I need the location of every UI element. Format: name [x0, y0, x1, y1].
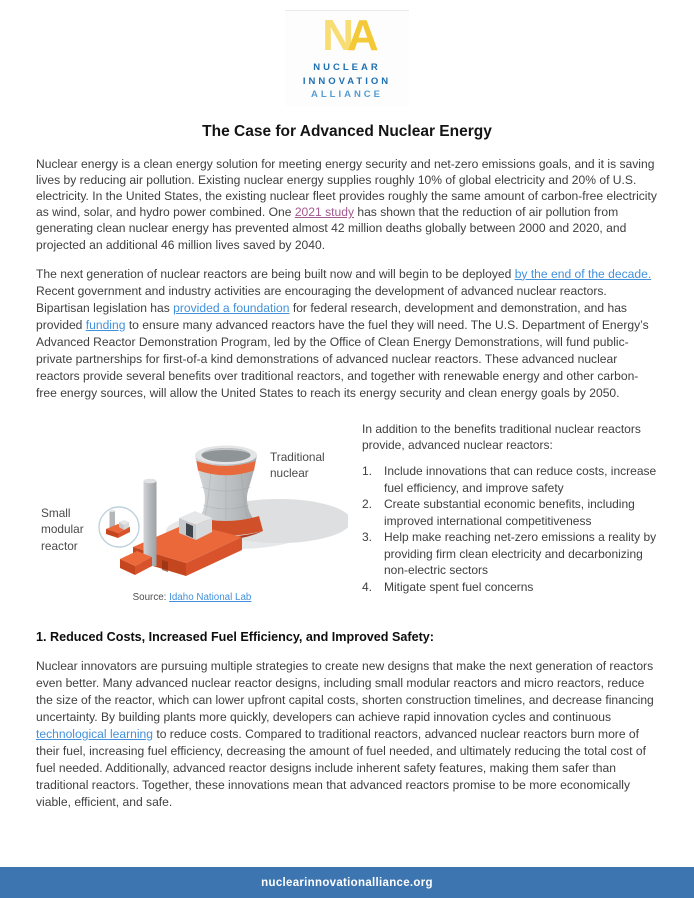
wordmark-line-innovation: INNOVATION [302, 75, 392, 87]
link-idaho-national-lab[interactable]: Idaho National Lab [169, 591, 252, 603]
link-funding[interactable]: funding [85, 317, 126, 332]
benefit-text-1: Include innovations that can reduce costs, increase fuel efficiency, and improve safety [384, 463, 657, 495]
link-provided-a-foundation[interactable]: provided a foundation [173, 300, 290, 315]
paragraph-nextgen-text-3: for federal research, development and demonstration, and has provided [36, 300, 627, 332]
nia-logo [285, 10, 409, 106]
benefits-list [362, 463, 658, 596]
benefit-number-1: 1. [362, 463, 373, 478]
paragraph-section1-text-1: Nuclear innovators are pursuing multiple strategies to create new designs that make the next generation of reactors even better. Many advanced nuclear reactor designs, including small modular reactors and micro reactors, reduce the size of the reactor, which can lower upfront capital costs, shorten construction timelines, and decrease financing uncertainty. By building plants more quickly, developers can achieve rapid innovation cycles and continuous [36, 658, 654, 724]
benefit-item-2 [362, 496, 658, 529]
monogram-a: A [347, 11, 372, 60]
figure-source-caption [36, 592, 348, 603]
paragraph-nextgen-text-1: The next generation of nuclear reactors are being built now and will begin to be deployed [36, 266, 515, 281]
small-modular-reactor-badge [99, 507, 139, 547]
link-2021-study[interactable]: 2021 study [294, 205, 354, 220]
link-technological-learning[interactable]: technological learning [36, 726, 153, 741]
paragraph-overview [36, 156, 658, 253]
benefit-number-2: 2. [362, 497, 373, 512]
wordmark-line-alliance: ALLIANCE [310, 89, 384, 100]
document-body [0, 156, 694, 811]
section-1-heading: 1. Reduced Costs, Increased Fuel Efficiency, and Improved Safety: [36, 629, 434, 644]
paragraph-overview-text-1: Nuclear energy is a clean energy solution for meeting energy security and net-zero emissions goals, and it is saving lives by reducing air pollution. Existing nuclear energy supplies roughly 10% of global electricity and 20% of U.S. electricity. In the United States, the existing nuclear fleet provides roughly the same amount of carbon-free electricity as wind, solar, and hydro power combined. One [36, 156, 657, 220]
footer-bar [0, 867, 694, 898]
monogram-n: N [322, 11, 347, 60]
wordmark-line-nuclear: NUCLEAR [313, 62, 381, 73]
nia-wordmark [285, 61, 409, 106]
benefit-text-2: Create substantial economic benefits, including improved international competitiveness [384, 497, 635, 528]
benefits-column [362, 419, 658, 596]
source-prefix: Source: [132, 591, 170, 603]
nia-monogram-icon [285, 13, 409, 59]
paragraph-section-1 [36, 658, 658, 811]
paragraph-next-generation [36, 266, 658, 402]
benefit-text-3: Help make reaching net-zero emissions a reality by providing firm clean electricity and decarbonizing non-electric sectors [384, 530, 657, 578]
page-title: The Case for Advanced Nuclear Energy [202, 122, 492, 140]
paragraph-section1-text-2: to reduce costs. Compared to traditional reactors, advanced nuclear reactors burn more of their fuel, increasing fuel efficiency, decreasing the amount of fuel needed, and ultimately reducing the total cost of fuel needed. Additionally, advanced reactor designs include inherent safety features, making them safer than traditional reactors. Together, these innovations mean that advanced reactors promise to be more economically viable, efficient, and safe. [36, 726, 646, 809]
benefit-number-4: 4. [362, 580, 373, 595]
reactor-illustration-figure [36, 419, 348, 603]
benefit-item-3 [362, 529, 658, 579]
paragraph-nextgen-text-4: to ensure many advanced reactors have the fuel they will need. The U.S. Department of Energy’s Advanced Reactor Demonstration Program, led by the Office of Clean Energy Demonstrations, will fund public-private partnerships for first-of-a kind demonstrations of advanced nuclear reactors. These advanced nuclear reactors provide several benefits over traditional reactors, and together with renewable energy and other carbon-free energy sources, will allow the United States to reach its energy security and clean energy goals by 2050. [36, 317, 649, 400]
benefits-intro: In addition to the benefits traditional nuclear reactors provide, advanced nuclear reactors: [362, 421, 641, 453]
benefit-item-4 [362, 579, 658, 596]
benefit-number-3: 3. [362, 530, 373, 545]
benefit-item-1 [362, 463, 658, 496]
label-small-modular-reactor: Small modular reactor [41, 505, 84, 553]
paragraph-nextgen-text-2: Recent government and industry activities are encouraging the development of advanced nuclear reactors. Bipartisan legislation has [36, 283, 607, 315]
figure-and-benefits-section [36, 419, 658, 603]
benefit-text-4: Mitigate spent fuel concerns [384, 580, 534, 595]
link-end-of-decade[interactable]: by the end of the decade. [514, 266, 652, 281]
chimney [144, 478, 157, 565]
label-traditional-nuclear: Traditional nuclear [270, 449, 325, 481]
paragraph-overview-text-2: has shown that the reduction of air pollution from generating clean nuclear energy has prevented almost 42 million deaths globally between 2000 and 2020, and projected an additional 46 million lives saved by 2040. [36, 205, 627, 252]
footer-url[interactable]: nuclearinnovationalliance.org [261, 876, 433, 889]
